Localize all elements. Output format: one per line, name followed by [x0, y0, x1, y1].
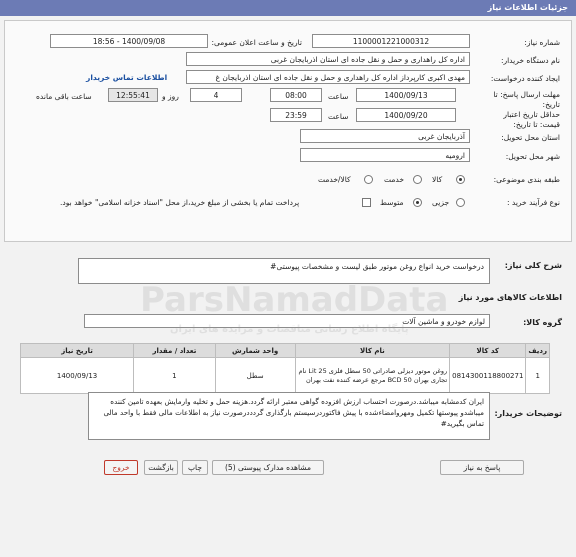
view-attachments-button[interactable]: مشاهده مدارک پیوستی (5) [212, 460, 324, 475]
page-header [0, 0, 576, 16]
price-validity-label: حداقل تاریخ اعتبار قیمت: تا تاریخ: [503, 110, 560, 129]
cell-qty: 1 [134, 358, 216, 394]
reply-time-field: 08:00 [270, 88, 322, 102]
days-label: روز و [162, 92, 179, 101]
reply-deadline-label: مهلت ارسال پاسخ: تا تاریخ: [493, 90, 560, 109]
cell-row: 1 [526, 358, 550, 394]
back-button[interactable]: بازگشت [144, 460, 178, 475]
price-date-field: 1400/09/20 [356, 108, 456, 122]
col-date: تاریخ نیاز [21, 344, 134, 358]
watermark-subtext: پایگاه اطلاع رسانی مناقصات و مزایده های ایران [170, 324, 409, 335]
province-field: آذربایجان غربی [300, 129, 470, 143]
summary-label: شرح کلی نیاز: [504, 261, 562, 270]
buyer-contact-link[interactable]: اطلاعات تماس خریدار [86, 73, 168, 82]
remaining-time-field: 12:55:41 [108, 88, 158, 102]
category-goods-service-radio[interactable] [364, 175, 373, 184]
col-qty: تعداد / مقدار [134, 344, 216, 358]
category-service-radio[interactable] [413, 175, 422, 184]
goods-section-title: اطلاعات کالاهای مورد نیاز [458, 293, 562, 302]
summary-field: درخواست خرید انواع روغن موتور طبق لیست و مشخصات پیوستی# [78, 258, 490, 284]
remaining-label: ساعت باقی مانده [36, 92, 92, 101]
category-goods-radio[interactable] [456, 175, 465, 184]
city-label: شهر محل تحویل: [505, 152, 560, 161]
process-medium-label: متوسط [380, 198, 404, 207]
need-number-field: 1100001221000312 [312, 34, 470, 48]
cell-name: روغن موتور دیزلی صادراتی 50 سطل فلزی Lit 25 نام تجاری بهران BCD 50 مرجع عرضه کننده نفت بهران [295, 358, 450, 394]
col-row: ردیف [526, 344, 550, 358]
process-partial-label: جزیی [432, 198, 450, 207]
creator-label: ایجاد کننده درخواست: [490, 74, 560, 83]
province-label: استان محل تحویل: [501, 133, 560, 142]
exit-button[interactable]: خروج [104, 460, 138, 475]
creator-field: مهدی اکبری کارپرداز اداره کل راهداری و حمل و نقل جاده ای استان اذربایجان غ [186, 70, 470, 84]
city-field: ارومیه [300, 148, 470, 162]
payment-note: پرداخت تمام یا بخشی از مبلغ خرید،از محل "اسناد خزانه اسلامی" خواهد بود. [60, 198, 300, 207]
buyer-org-label: نام دستگاه خریدار: [500, 56, 560, 65]
goods-group-field: لوازم خودرو و ماشین آلات [84, 314, 490, 328]
watermark-text: ParsNamadData [140, 280, 449, 320]
buyer-org-field: اداره کل راهداری و حمل و نقل جاده ای استان اذربایجان غربی [186, 52, 470, 66]
goods-group-label: گروه کالا: [523, 318, 562, 327]
need-number-label: شماره نیاز: [524, 38, 560, 47]
page-title: جزئیات اطلاعات نیاز [487, 3, 568, 12]
reply-date-field: 1400/09/13 [356, 88, 456, 102]
reply-button[interactable]: پاسخ به نیاز [440, 460, 524, 475]
category-goods-label: کالا [432, 175, 443, 184]
goods-table-header [21, 344, 550, 358]
process-partial-radio[interactable] [456, 198, 465, 207]
cell-code: 0814300118800271 [450, 358, 526, 394]
notes-field: ایران کدمشابه میباشد.درصورت احتساب ارزش افزوده گواهی معتبر ارائه گردد.هزینه حمل و تخلیه وارمایش بعهده تامین کننده میباشدو پیوستها تکمیل ومهروامضاءشده با پیش فاکتوردرسیستم بارگذاری گردددرصورت نیاز به اطلاعات مالی فقط با واحد مالی تماس بگیرید# [88, 392, 490, 440]
days-field: 4 [190, 88, 242, 102]
announce-label: تاریخ و ساعت اعلان عمومی: [211, 38, 302, 47]
cell-unit: سطل [215, 358, 295, 394]
goods-table [20, 343, 550, 394]
print-button[interactable]: چاپ [182, 460, 208, 475]
treasury-checkbox[interactable] [362, 198, 371, 207]
process-medium-radio[interactable] [413, 198, 422, 207]
col-code: کد کالا [450, 344, 526, 358]
price-time-label: ساعت [328, 112, 349, 121]
reply-time-label: ساعت [328, 92, 349, 101]
col-unit: واحد شمارش [215, 344, 295, 358]
announce-field: 1400/09/08 - 18:56 [50, 34, 208, 48]
price-time-field: 23:59 [270, 108, 322, 122]
cell-date: 1400/09/13 [21, 358, 134, 394]
notes-label: توضیحات خریدار: [494, 409, 562, 418]
col-name: نام کالا [295, 344, 450, 358]
table-row [21, 358, 550, 394]
category-service-label: خدمت [384, 175, 404, 184]
purchase-type-label: نوع فرآیند خرید : [506, 198, 560, 207]
category-goods-service-label: کالا/خدمت [318, 175, 351, 184]
category-label: طبقه بندی موضوعی: [493, 175, 560, 184]
